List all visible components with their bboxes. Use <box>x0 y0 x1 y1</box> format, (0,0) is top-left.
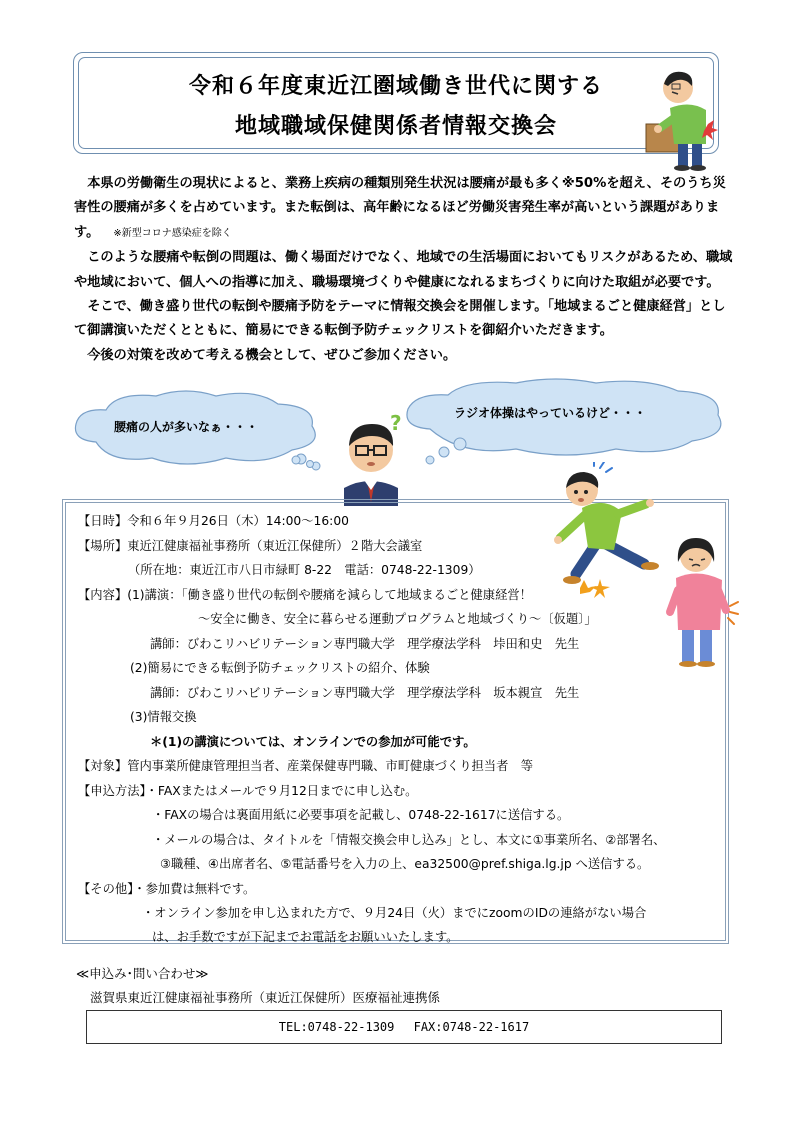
svg-text:?: ? <box>390 411 402 435</box>
apply-method-3: ・メールの場合は、タイトルを「情報交換会申し込み」とし、本文に①事業所名、②部署名、 <box>152 833 666 847</box>
contact-phone-fax: TEL:0748-22-1309 FAX:0748-22-1617 <box>86 1010 722 1044</box>
apply-method-4: ③職種、④出席者名、⑤電話番号を入力の上、ea32500@pref.shiga.lg.jp へ送信する。 <box>160 857 650 871</box>
other-3: は、お手数ですが下記までお電話をお願いいたします。 <box>152 930 459 944</box>
contact-organization: 滋賀県東近江健康福祉事務所（東近江保健所）医療福祉連携係 <box>90 990 441 1005</box>
intro-note: ※新型コロナ感染症を除く <box>113 227 232 239</box>
event-content-2: (2)簡易にできる転倒予防チェックリストの紹介、体験 <box>130 661 430 675</box>
event-place: 【場所】東近江健康福祉事務所（東近江保健所）２階大会議室 <box>78 539 423 553</box>
other-1: 【その他】・参加費は無料です。 <box>78 882 256 896</box>
cloud-left-text: 腰痛の人が多いなぁ・・・ <box>114 420 259 434</box>
event-content-1-subtitle: ～安全に働き、安全に暮らせる運動プログラムと地域づくり～〔仮題〕」 <box>198 612 597 626</box>
intro-paragraph-1: 本県の労働衛生の現状によると、業務上疾病の種類別発生状況は腰痛が最も多く※50%を超え、そのうち災害性の腰痛が多くを占めています。また転倒は、高年齢になるほど労働災害発生率が高いという課題があります。 <box>74 176 726 240</box>
cloud-right-text: ラジオ体操はやっているけど・・・ <box>454 406 647 420</box>
event-content-3: (3)情報交換 <box>130 710 197 724</box>
back-pain-woman-illustration <box>660 532 740 668</box>
event-date: 【日時】令和６年９月26日（木）14:00～16:00 <box>78 514 349 528</box>
apply-method-1: 【申込方法】・FAXまたはメールで９月12日までに申し込む。 <box>78 784 418 798</box>
intro-paragraph-3: そこで、働き盛り世代の転倒や腰痛予防をテーマに情報交換会を開催します。「地域まるごと健康経営」として御講演いただくとともに、簡易にできる転倒予防チェックリストを御紹介いただきます。 <box>74 299 726 339</box>
event-target: 【対象】管内事業所健康管理担当者、産業保健専門職、市町健康づくり担当者 等 <box>78 759 533 773</box>
event-content-1: 【内容】(1)講演：「働き盛り世代の転倒や腰痛を減らして地域まるごと健康経営！ <box>78 588 532 602</box>
other-2: ・オンライン参加を申し込まれた方で、９月24日（火）までにzoomのIDの連絡がない場合 <box>142 906 647 920</box>
page-title-line1: 令和６年度東近江圏域働き世代に関する <box>188 74 603 99</box>
intro-paragraph-4: 今後の対策を改めて考える機会として、ぜひご参加ください。 <box>87 347 457 363</box>
apply-method-2: ・FAXの場合は裏面用紙に必要事項を記載し、0748-22-1617に送信する。 <box>152 808 570 822</box>
contact-heading: ≪申込み･問い合わせ≫ <box>76 966 209 981</box>
event-address: （所在地：東近江市八日市緑町 8-22 電話：0748-22-1309） <box>128 563 481 577</box>
intro-paragraph-2: このような腰痛や転倒の問題は、働く場面だけでなく、地域での生活場面においてもリスクがあるため、職域や地域において、個人への指導に加え、職場環境づくりや健康になれるまちづくりに向けた取組が必要です。 <box>74 250 733 290</box>
online-note: ＊(1)の講演については、オンラインでの参加が可能です。 <box>150 735 476 749</box>
page-title-line2: 地域職域保健関係者情報交換会 <box>234 114 557 139</box>
event-content-2-lecturer: 講師：びわこリハビリテーション専門職大学 理学療法学科 坂本親宣 先生 <box>150 686 580 700</box>
event-content-1-lecturer: 講師：びわこリハビリテーション専門職大学 理学療法学科 垰田和史 先生 <box>150 637 580 651</box>
tripping-man-illustration <box>546 462 664 594</box>
